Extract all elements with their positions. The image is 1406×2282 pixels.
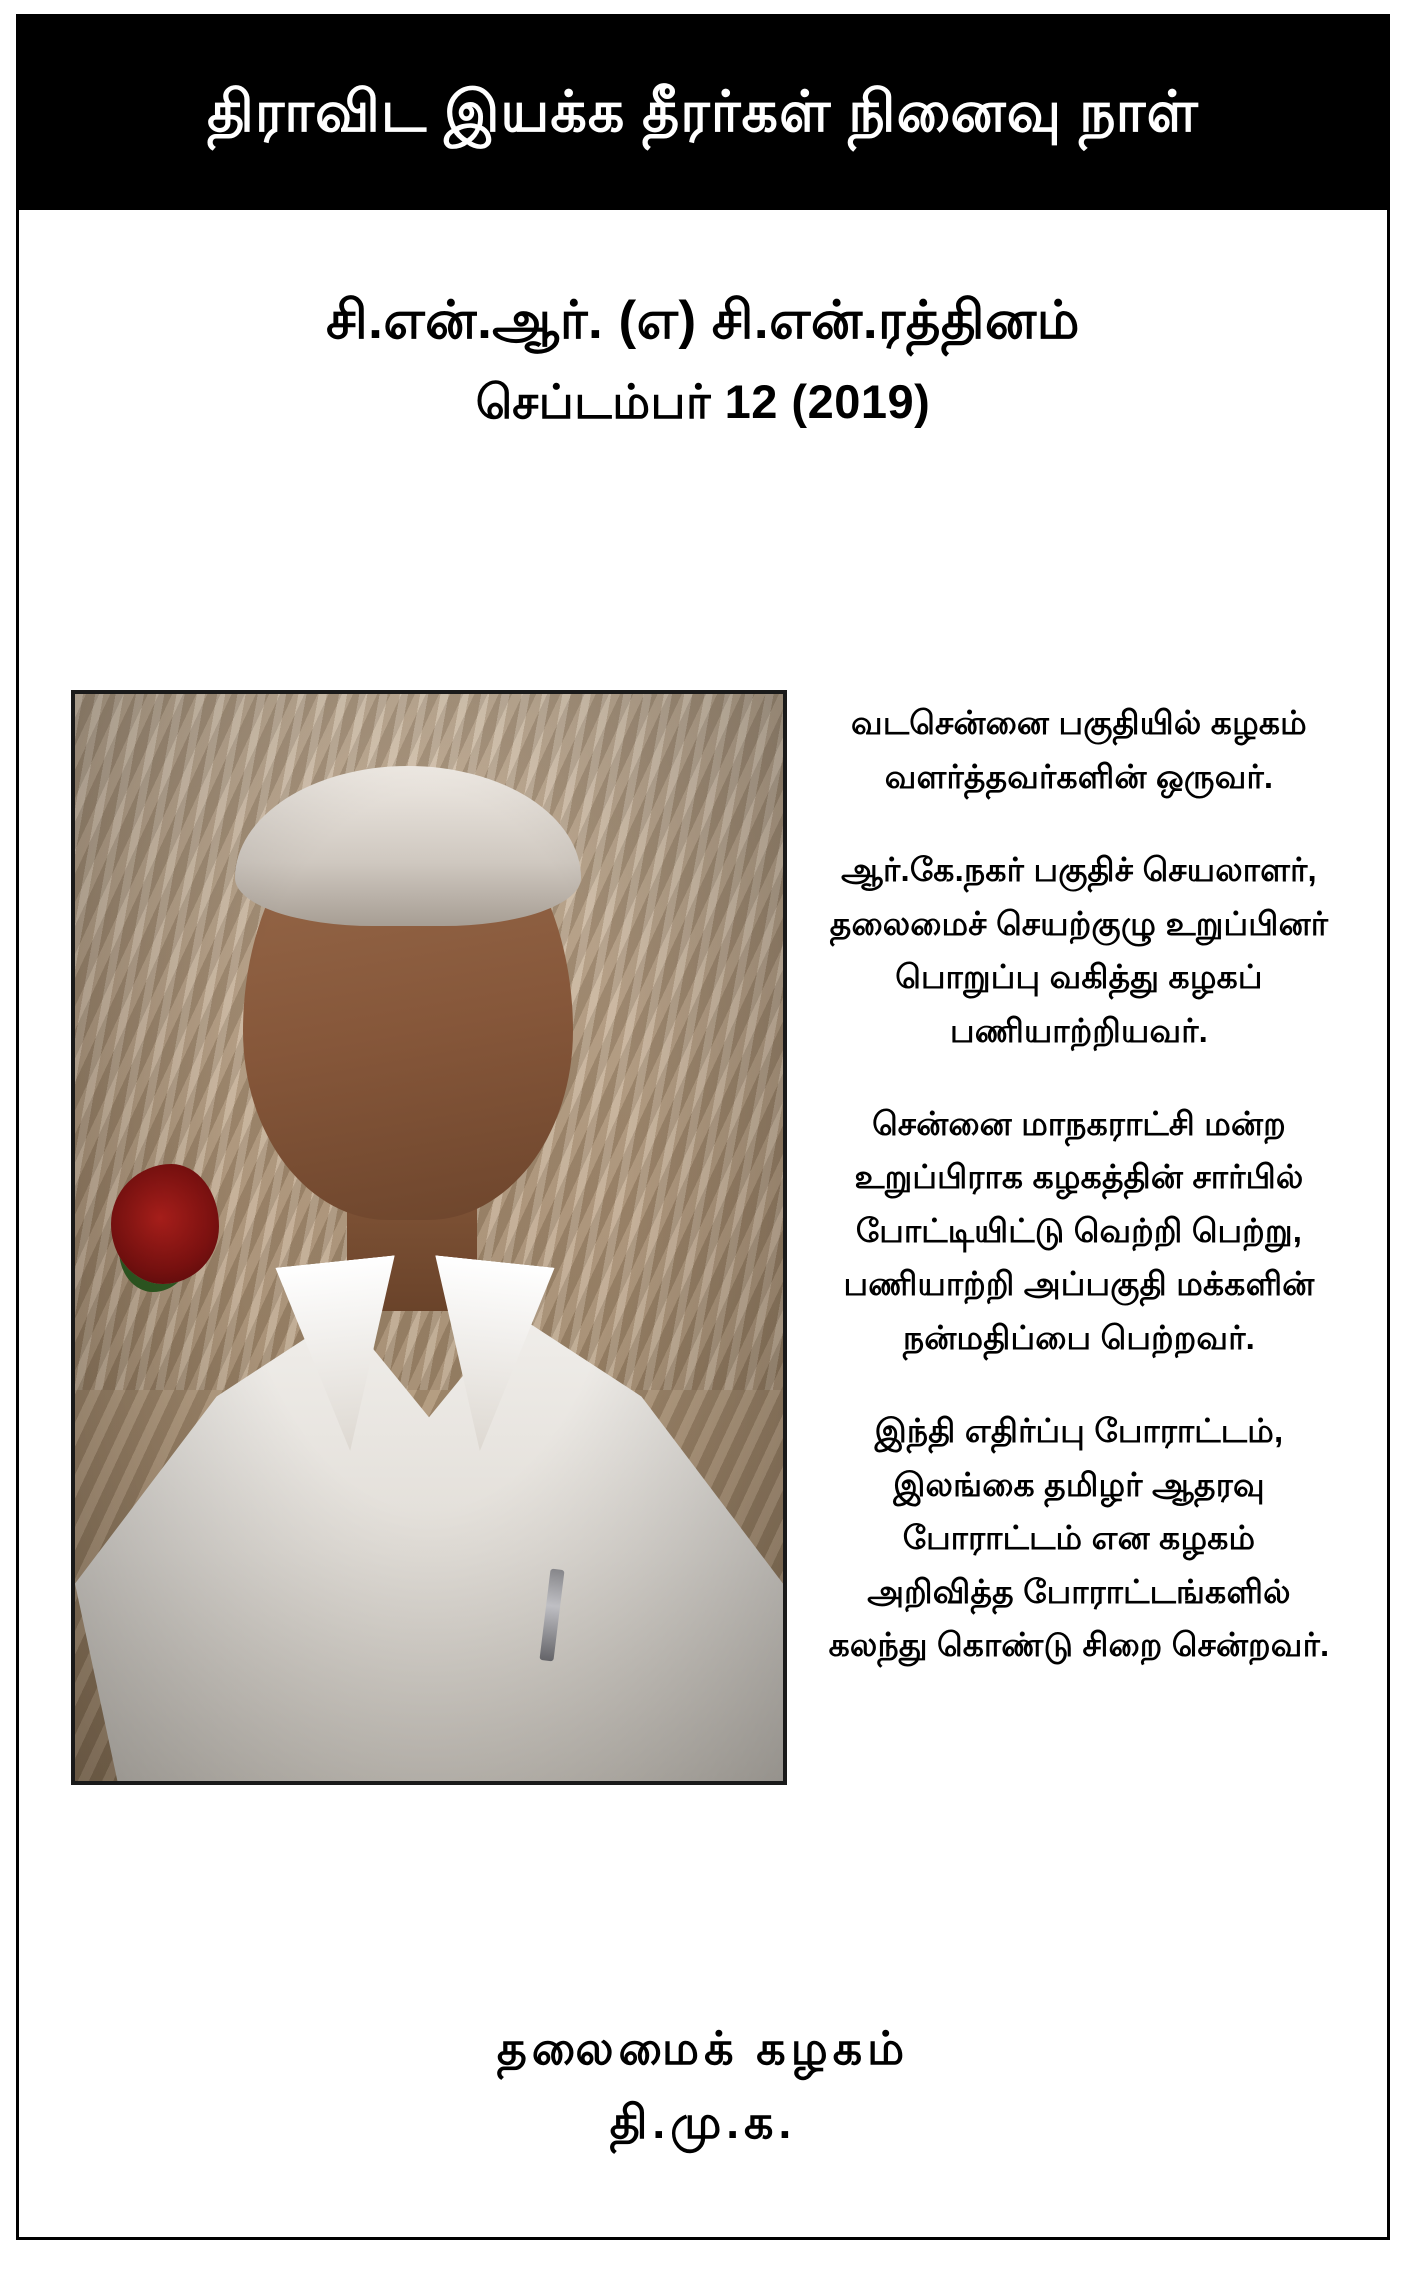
biography-paragraph: சென்னை மாநகராட்சி மன்ற உறுப்பிராக கழகத்தின் சார்பில் போட்டியிட்டு வெற்றி பெற்று, பணியாற்றி அப்பகுதி மக்களின் நன்மதிப்பை பெற்றவர். xyxy=(843,1104,1315,1356)
footer-organization: தலைமைக் கழகம் xyxy=(496,2022,910,2075)
footer-party-abbreviation: தி.மு.க. xyxy=(609,2096,797,2149)
footer-block xyxy=(43,2017,1363,2179)
photo-vignette xyxy=(75,694,783,1781)
portrait-photo xyxy=(71,690,787,1785)
poster-body xyxy=(16,210,1390,2240)
memorial-name-block xyxy=(43,288,1363,436)
person-name: சி.என்.ஆர். (எ) சி.என்.ரத்தினம் xyxy=(326,291,1080,350)
biography-paragraph: ஆர்.கே.நகர் பகுதிச் செயலாளர், தலைமைச் செயற்குழு உறுப்பினர் பொறுப்பு வகித்து கழகப் பணியாற்றியவர். xyxy=(829,851,1329,1049)
biography-paragraph: இந்தி எதிர்ப்பு போராட்டம், இலங்கை தமிழர் ஆதரவு போராட்டம் என கழகம் அறிவித்த போராட்டங்களில் கலந்து கொண்டு சிறை சென்றவர். xyxy=(828,1412,1330,1664)
person-date: செப்டம்பர் 12 (2019) xyxy=(475,375,931,429)
content-row xyxy=(43,690,1363,1785)
biography-paragraph: வடசென்னை பகுதியில் கழகம் வளர்த்தவர்களின் ஒருவர். xyxy=(851,704,1307,795)
biography-column xyxy=(787,690,1337,1671)
page-title: திராவிட இயக்க தீரர்கள் நினைவு நாள் xyxy=(207,79,1199,144)
header-band xyxy=(16,14,1390,210)
